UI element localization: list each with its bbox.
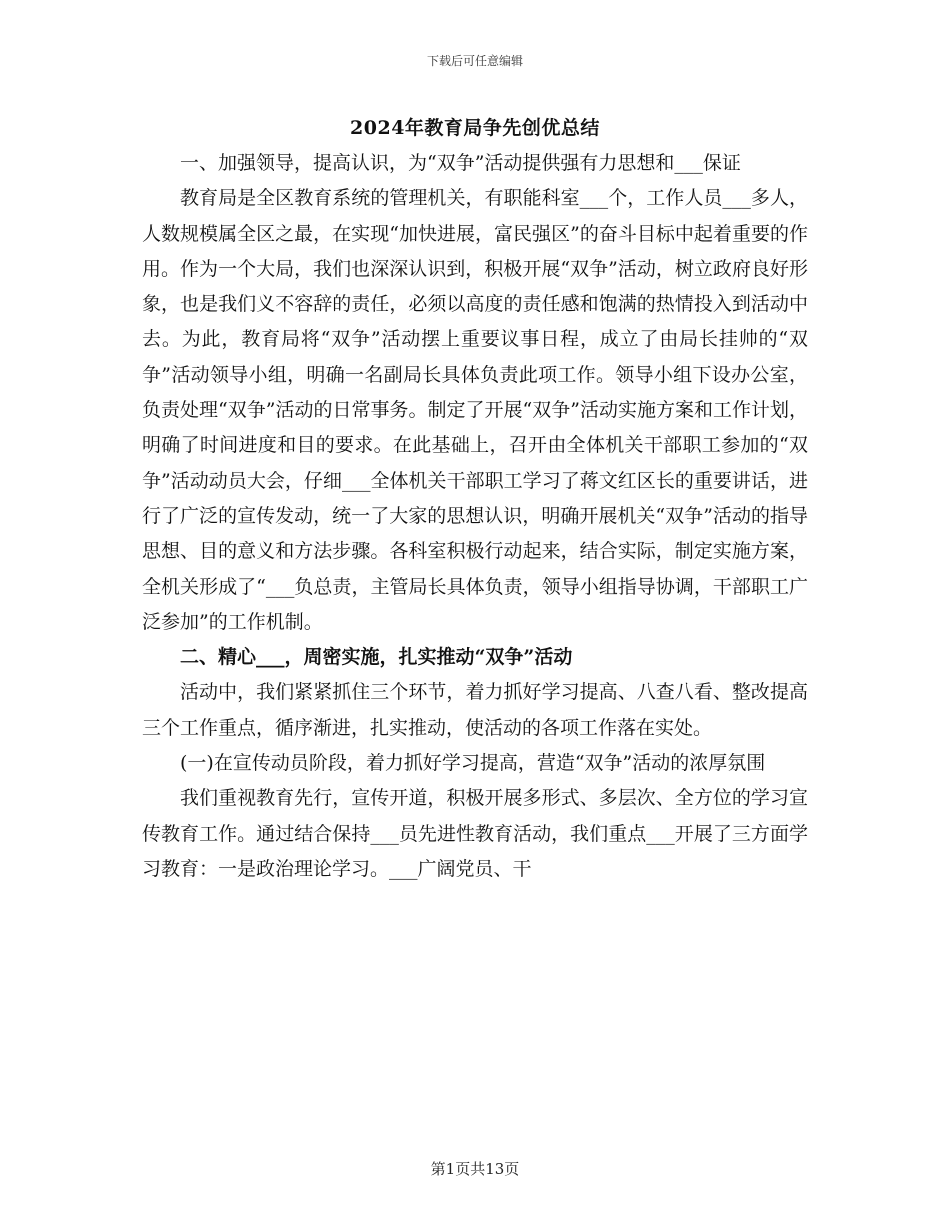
body-paragraph: 活动中，我们紧紧抓住三个环节，着力抓好学习提高、八查八看、整改提高三个工作重点，循序渐进，扎实推动，使活动的各项工作落在实处。 — [142, 681, 808, 739]
document-title: 2024年教育局争先创优总结 — [350, 117, 600, 139]
body-paragraph: 教育局是全区教育系统的管理机关，有职能科室___个，工作人员___多人，人数规模属全区之最，在实现“加快进展，富民强区”的奋斗目标中起着重要的作用。作为一个大局，我们也深深认识到，积极开展“双争”活动，树立政府良好形象，也是我们义不容辞的责任，必须以高度的责任感和饱满的热情投入到活动中去。为此，教育局将“双争”活动摆上重要议事日程，成立了由局长挂帅的“双争”活动领导小组，明确一名副局长具体负责此项工作。领导小组下设办公室，负责处理“双争”活动的日常事务。制定了开展“双争”活动实施方案和工作计划，明确了时间进度和目的要求。在此基础上，召开由全体机关干部职工参加的“双争”活动动员大会，仔细___全体机关干部职工学习了蒋文红区长的重要讲话，进行了广泛的宣传发动，统一了大家的思想认识，明确开展机关“双争”活动的指导思想、目的意义和方法步骤。各科室积极行动起来，结合实际，制定实施方案，全机关形成了“___负总责，主管局长具体负责，领导小组指导协调，干部职工广泛参加”的工作机制。 — [142, 187, 808, 633]
section-heading-2: 二、精心___，周密实施，扎实推动“双争”活动 — [180, 646, 573, 669]
page-header-note: 下载后可任意编辑 — [426, 54, 523, 68]
page-number: 第1页共13页 — [430, 1160, 520, 1178]
document-body — [142, 146, 808, 887]
body-paragraph: 我们重视教育先行，宣传开道，积极开展多形式、多层次、全方位的学习宣传教育工作。通过结合保持___员先进性教育活动，我们重点___开展了三方面学习教育：一是政治理论学习。___广阔党员、干 — [142, 787, 808, 880]
section-heading-1: 一、加强领导，提高认识，为“双争”活动提供强有力思想和___保证 — [180, 152, 741, 174]
subsection-heading: (一)在宣传动员阶段，着力抓好学习提高，营造“双争”活动的浓厚氛围 — [180, 752, 766, 775]
